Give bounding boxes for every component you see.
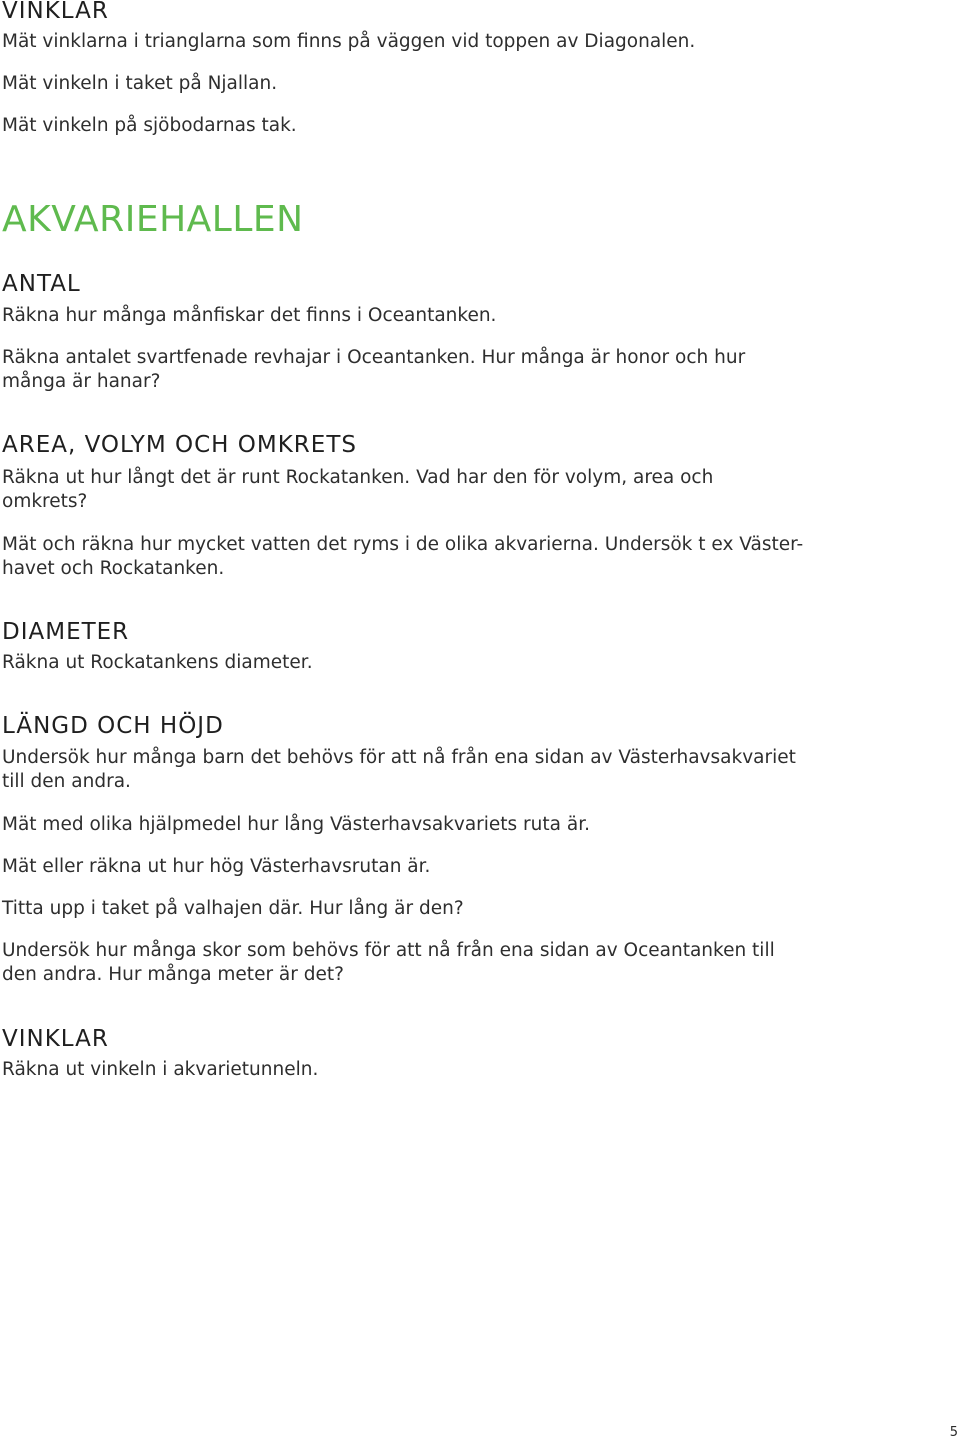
task-text: Mät vinkeln på sjöbodarnas tak. [2,115,297,136]
task-text: många är hanar? [2,371,161,392]
task-text: Titta upp i taket på valhajen där. Hur lång är den? [2,898,464,919]
task-text: till den andra. [2,771,131,792]
section-heading-vinklar-top: VINKLAR [2,0,109,24]
section-heading-langd: LÄNGD OCH HÖJD [2,713,224,739]
task-text: Mät och räkna hur mycket vatten det ryms i de olika akvarierna. Undersök t ex Väster- [2,534,804,555]
page-number: 5 [949,1425,958,1440]
section-heading-antal: ANTAL [2,271,81,297]
section-heading-diameter: DIAMETER [2,619,130,645]
task-text: Undersök hur många barn det behövs för att nå från ena sidan av Västerhavsakvariet [2,747,796,768]
task-text: den andra. Hur många meter är det? [2,964,344,985]
task-text: Räkna antalet svartfenade revhajar i Oceantanken. Hur många är honor och hur [2,347,746,368]
task-text: Mät vinklarna i trianglarna som finns på väggen vid toppen av Diagonalen. [2,31,696,52]
task-text: Räkna hur många månfiskar det finns i Oceantanken. [2,305,497,326]
task-text: havet och Rockatanken. [2,558,225,579]
task-text: Mät vinkeln i taket på Njallan. [2,73,278,94]
task-text: Räkna ut vinkeln i akvarietunneln. [2,1059,319,1080]
section-heading-area: AREA, VOLYM OCH OMKRETS [2,432,357,458]
page-title: AKVARIEHALLEN [2,199,304,240]
task-text: Räkna ut Rockatankens diameter. [2,652,313,673]
task-text: omkrets? [2,491,88,512]
task-text: Mät med olika hjälpmedel hur lång Västerhavsakvariets ruta är. [2,814,590,835]
task-text: Räkna ut hur långt det är runt Rockatanken. Vad har den för volym, area och [2,467,714,488]
section-heading-vinklar: VINKLAR [2,1026,109,1052]
task-text: Undersök hur många skor som behövs för att nå från ena sidan av Oceantanken till [2,940,775,961]
task-text: Mät eller räkna ut hur hög Västerhavsrutan är. [2,856,431,877]
